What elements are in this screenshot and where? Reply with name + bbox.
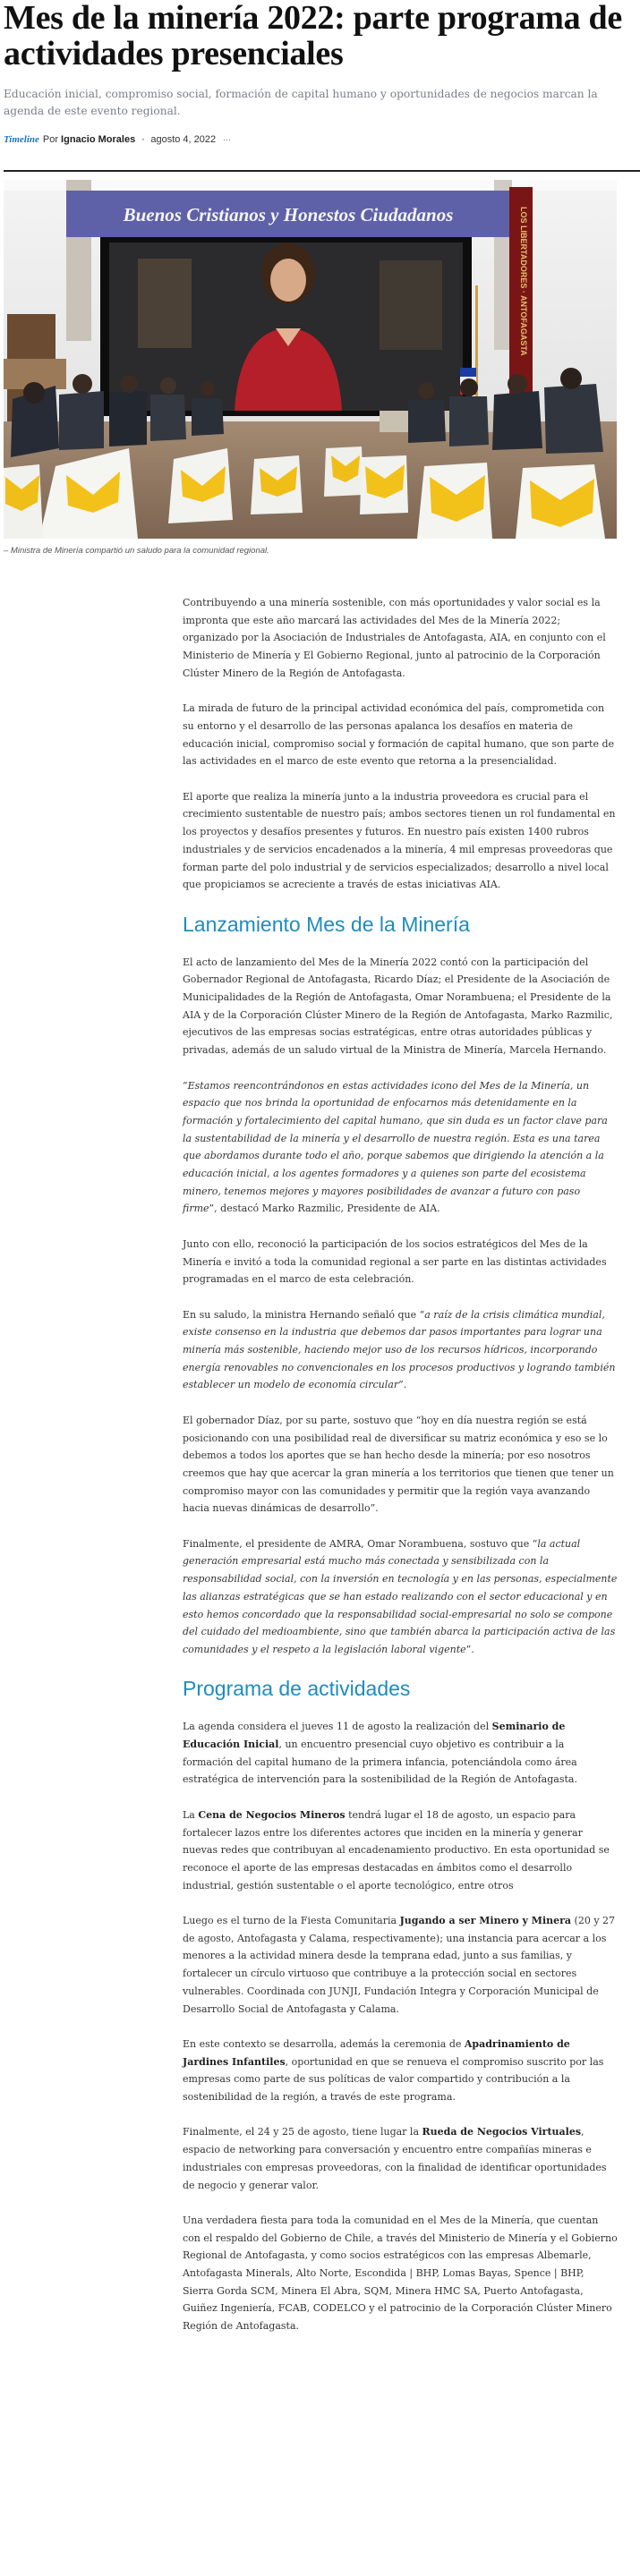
- text-run: La agenda considera el jueves 11 de agosto la realización del: [183, 1721, 492, 1733]
- text-run: , espacio de networking para conversación y encuentro entre compañías mineras e industriales con empresas proveedoras, con la finalidad de identificar oportunidades de negocio y generar valor.: [183, 2126, 607, 2191]
- quote-text: la actual generación empresarial está mucho más conectada y sensibilizada con la responsabilidad social, con la inversión en tecnología y en las personas, especialmente las alianzas estratégicas que se han estado realizando con el sector educacional y en esto hemos concordado que la responsabilidad social-empresarial no solo se compone del cuidado del medioambiente, sino que también abarca la participación activa de las comunidades y el respeto a la legislación laboral vigente: [183, 1537, 618, 1655]
- author-link[interactable]: Ignacio Morales: [61, 134, 136, 145]
- section-heading-launch: Lanzamiento Mes de la Minería: [183, 912, 470, 936]
- quote-tail: ”.: [465, 1643, 474, 1655]
- byline-separator: •: [141, 135, 145, 144]
- paragraph: [183, 1807, 618, 1895]
- paragraph: Contribuyendo a una minería sostenible, con más oportunidades y valor social es la impronta que este año marcará las actividades del Mes de la Minería 2022; organizado por la Asociación de Industriales de Antofagasta, AIA, en conjunto con el Ministerio de Minería y El Gobierno Regional, junto al patrocinio de la Corporación Clúster Minero de la Región de Antofagasta.: [183, 597, 606, 679]
- quote-text: a raíz de la crisis climática mundial, existe consenso en la industria que debemos dar pasos importantes para lograr una minería más sostenible, haciendo mejor uso de los recursos hídricos, incorporando energía renovables no convencionales en los procesos productivos y logrando también establecer un modelo de economía circular: [183, 1308, 616, 1391]
- text-run: Luego es el turno de la Fiesta Comunitaria: [183, 1915, 400, 1927]
- paragraph: [183, 2123, 618, 2194]
- paragraph: El gobernador Díaz, por su parte, sostuvo que “hoy en día nuestra región se está posicionando con una posibilidad real de diversificar su matriz económica y eso se lo debemos a todos los aportes que se han hecho desde la minería; por eso nosotros creemos que hay que acercar la gran minería a los territorios que tienen que tener un compromiso mayor con las comunidades y permitir que la región vaya avanzando hacia nuevas dinámicas de desarrollo”.: [183, 1414, 614, 1515]
- text-run: (20 y 27 de agosto, Antofagasta y Calama, respectivamente); una instancia para acercar a los menores a la actividad minera desde la temprana edad, junto a sus familias, y fortalecer un círculo virtuoso que contribuye a la protección social en sectores vulnerables. Coordinada con JUNJI, Fundación Integra y Corporación Municipal de Desarrollo Social de Antofagasta y Calama.: [183, 1915, 616, 2015]
- quote-text: “Estamos reencontrándonos en estas actividades icono del Mes de la Minería, un espacio que nos brinda la oportunidad de enfocarnos más detenidamente en la formación y fortalecimiento del capital humano, que sin duda es un factor clave para la sustentabilidad de la minería y el desarrollo de nuestra región. Esta es una tarea que abordamos durante todo el año, porque sabemos que dirigiendo la atención a la educación inicial, a los agentes formadores y a quienes son parte del ecosistema minero, tenemos mejores y mayores posibilidades de avanzar a futuro con paso firme: [183, 1079, 608, 1215]
- article-subtitle: Educación inicial, compromiso social, formación de capital humano y oportunidades de negocios marcan la agenda de este evento regional.: [4, 88, 598, 117]
- event-name: Apadrinamiento de Jardines Infantiles: [183, 2037, 570, 2068]
- article-title: Mes de la minería 2022: parte programa de actividades presenciales: [4, 0, 622, 72]
- paragraph: El aporte que realiza la minería junto a la industria proveedora es crucial para el crecimiento sustentable de nuestro país; ambos sectores tienen un rol fundamental en los proyectos y desafíos presentes y futuros. En nuestro país existen 1400 rubros industriales y de servicios encadenados a la minería, 4 mil empresas proveedoras que forman parte del polo industrial y de servicios especializados; desarrollo a nivel local que propiciamos se acreciente a través de estas iniciativas AIA.: [183, 790, 616, 891]
- hero-side-text: LOS LIBERTADORES · ANTOFAGASTA: [519, 207, 528, 356]
- hero-caption: – Ministra de Minería compartió un saludo para la comunidad regional.: [4, 546, 269, 556]
- byline: [4, 131, 231, 149]
- paragraph: El acto de lanzamiento del Mes de la Minería 2022 contó con la participación del Gobernador Regional de Antofagasta, Ricardo Díaz; el Presidente de la Asociación de Municipalidades de la Región de Antofagasta, Omar Norambuena; el Presidente de la AIA y de la Corporación Clúster Minero de la Región de Antofagasta, Marko Razmilic, ejecutivos de las empresas socias estratégicas, entre otras autoridades públicas y privadas, además de un saludo virtual de la Ministra de Minería, Marcela Hernando.: [183, 956, 613, 1057]
- text-run: tendrá lugar el 18 de agosto, un espacio para fortalecer lazos entre los diferentes actores que inciden en la minería y generar nuevas redes que contribuyan al encadenamiento productivo. En esta oportunidad se reconoce el aporte de las empresas destacadas en ámbitos como el desarrollo industrial, gestión sustentable o el aporte tecnológico, entre otros: [183, 1808, 610, 1892]
- text-run: La: [183, 1808, 199, 1821]
- quote-paragraph: [183, 1306, 618, 1395]
- quote-lead: Finalmente, el presidente de AMRA, Omar Norambuena, sostuvo que “: [183, 1537, 538, 1550]
- hero-image: [4, 180, 617, 539]
- site-logo[interactable]: Timeline: [4, 134, 39, 145]
- paragraph: La mirada de futuro de la principal actividad económica del país, comprometida con su entorno y el desarrollo de las personas apalanca los desafíos en materia de educación inicial, compromiso social y formación de capital humano, que son parte de las actividades en el marco de este evento que retorna a la presencialidad.: [183, 702, 615, 768]
- header-divider: [4, 170, 640, 172]
- text-run: Finalmente, el 24 y 25 de agosto, tiene lugar la: [183, 2126, 422, 2138]
- quote-attribution: ”, destacó Marko Razmilic, Presidente de AIA.: [209, 1203, 440, 1215]
- quote-paragraph: [183, 1535, 618, 1659]
- paragraph: [183, 1718, 618, 1789]
- section-heading-program: Programa de actividades: [183, 1677, 411, 1701]
- text-run: En este contexto se desarrolla, además la ceremonia de: [183, 2037, 465, 2050]
- event-name: Jugando a ser Minero y Minera: [399, 1915, 572, 1927]
- publish-date: agosto 4, 2022: [150, 134, 217, 145]
- article-body: [183, 594, 618, 2353]
- event-name: Seminario de Educación Inicial: [183, 1721, 566, 1751]
- text-run: , un encuentro presencial cuyo objetivo es contribuir a la formación del capital humano de la primera infancia, potenciándola como área estratégica de intervención para la sostenibilidad de la Región de Antofagasta.: [183, 1739, 577, 1786]
- byline-prefix: Por: [42, 134, 59, 145]
- quote-lead: En su saludo, la ministra Hernando señaló que “: [183, 1308, 425, 1321]
- share-icon[interactable]: ⋯: [223, 134, 232, 144]
- paragraph: Junto con ello, reconoció la participación de los socios estratégicos del Mes de la Minería e invitó a toda la comunidad regional a ser parte en las distintas actividades programadas en el marco de esta celebración.: [183, 1237, 607, 1286]
- paragraph: [183, 2036, 618, 2106]
- event-name: Rueda de Negocios Virtuales: [422, 2126, 582, 2138]
- event-name: Cena de Negocios Mineros: [198, 1808, 346, 1821]
- hero-banner-text: Buenos Cristianos y Honestos Ciudadanos: [123, 204, 454, 225]
- paragraph: Una verdadera fiesta para toda la comunidad en el Mes de la Minería, que cuentan con el respaldo del Gobierno de Chile, a través del Ministerio de Minería y el Gobierno Regional de Antofagasta, y como socios estratégicos con las empresas Albemarle, Antofagasta Minerals, Alto Norte, Escondida | BHP, Lomas Bayas, Spence | BHP, Sierra Gorda SCM, Minera El Abra, SQM, Minera HMC SA, Puerto Antofagasta, Guiñez Ingeniería, FCAB, CODELCO y el patrocinio de la Corporación Clúster Minero Región de Antofagasta.: [183, 2214, 618, 2333]
- quote-paragraph: [183, 1077, 618, 1219]
- paragraph: [183, 1912, 618, 2018]
- text-run: , oportunidad en que se renueva el compromiso suscrito por las empresas como parte de sus políticas de valor compartido y contribución a la sostenibilidad de la región, a través de este programa.: [183, 2055, 604, 2104]
- quote-tail: ”.: [398, 1379, 407, 1391]
